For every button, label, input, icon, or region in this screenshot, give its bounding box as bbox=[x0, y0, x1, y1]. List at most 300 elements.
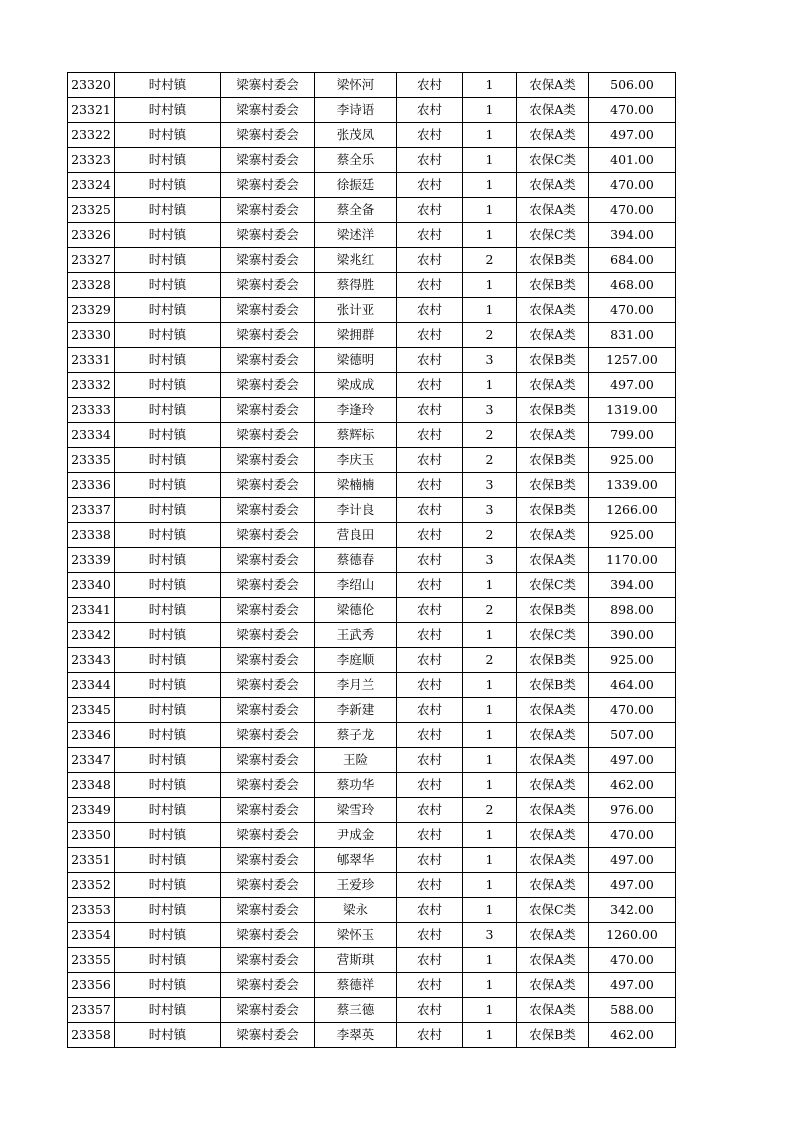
village-cell: 梁寨村委会 bbox=[221, 148, 315, 173]
village-cell: 梁寨村委会 bbox=[221, 773, 315, 798]
name-cell: 蔡德春 bbox=[315, 548, 397, 573]
household-type-cell: 农村 bbox=[397, 548, 463, 573]
household-type-cell: 农村 bbox=[397, 623, 463, 648]
category-cell: 农保A类 bbox=[517, 198, 589, 223]
record-id-cell: 23325 bbox=[68, 198, 115, 223]
town-cell: 时村镇 bbox=[115, 173, 221, 198]
town-cell: 时村镇 bbox=[115, 848, 221, 873]
town-cell: 时村镇 bbox=[115, 498, 221, 523]
name-cell: 李诗语 bbox=[315, 98, 397, 123]
record-id-cell: 23351 bbox=[68, 848, 115, 873]
category-cell: 农保B类 bbox=[517, 273, 589, 298]
household-type-cell: 农村 bbox=[397, 73, 463, 98]
household-type-cell: 农村 bbox=[397, 998, 463, 1023]
category-cell: 农保A类 bbox=[517, 948, 589, 973]
amount-cell: 470.00 bbox=[589, 98, 676, 123]
record-id-cell: 23333 bbox=[68, 398, 115, 423]
category-cell: 农保A类 bbox=[517, 998, 589, 1023]
amount-cell: 470.00 bbox=[589, 823, 676, 848]
table-row bbox=[68, 148, 676, 173]
household-type-cell: 农村 bbox=[397, 648, 463, 673]
record-id-cell: 23342 bbox=[68, 623, 115, 648]
name-cell: 李绍山 bbox=[315, 573, 397, 598]
record-id-cell: 23345 bbox=[68, 698, 115, 723]
record-id-cell: 23335 bbox=[68, 448, 115, 473]
member-count-cell: 1 bbox=[463, 723, 517, 748]
table-row bbox=[68, 773, 676, 798]
table-row bbox=[68, 898, 676, 923]
village-cell: 梁寨村委会 bbox=[221, 648, 315, 673]
member-count-cell: 1 bbox=[463, 373, 517, 398]
household-type-cell: 农村 bbox=[397, 598, 463, 623]
member-count-cell: 3 bbox=[463, 498, 517, 523]
member-count-cell: 1 bbox=[463, 73, 517, 98]
record-id-cell: 23357 bbox=[68, 998, 115, 1023]
town-cell: 时村镇 bbox=[115, 423, 221, 448]
name-cell: 徐振廷 bbox=[315, 173, 397, 198]
amount-cell: 470.00 bbox=[589, 173, 676, 198]
table-row bbox=[68, 623, 676, 648]
village-cell: 梁寨村委会 bbox=[221, 798, 315, 823]
amount-cell: 898.00 bbox=[589, 598, 676, 623]
table-row bbox=[68, 223, 676, 248]
village-cell: 梁寨村委会 bbox=[221, 498, 315, 523]
town-cell: 时村镇 bbox=[115, 98, 221, 123]
member-count-cell: 2 bbox=[463, 323, 517, 348]
village-cell: 梁寨村委会 bbox=[221, 673, 315, 698]
category-cell: 农保B类 bbox=[517, 598, 589, 623]
member-count-cell: 1 bbox=[463, 698, 517, 723]
town-cell: 时村镇 bbox=[115, 623, 221, 648]
member-count-cell: 1 bbox=[463, 273, 517, 298]
record-id-cell: 23326 bbox=[68, 223, 115, 248]
village-cell: 梁寨村委会 bbox=[221, 898, 315, 923]
table-row bbox=[68, 923, 676, 948]
amount-cell: 401.00 bbox=[589, 148, 676, 173]
name-cell: 蔡得胜 bbox=[315, 273, 397, 298]
town-cell: 时村镇 bbox=[115, 723, 221, 748]
village-cell: 梁寨村委会 bbox=[221, 973, 315, 998]
name-cell: 郇翠华 bbox=[315, 848, 397, 873]
amount-cell: 925.00 bbox=[589, 448, 676, 473]
village-cell: 梁寨村委会 bbox=[221, 98, 315, 123]
village-cell: 梁寨村委会 bbox=[221, 348, 315, 373]
town-cell: 时村镇 bbox=[115, 123, 221, 148]
record-id-cell: 23339 bbox=[68, 548, 115, 573]
name-cell: 尹成金 bbox=[315, 823, 397, 848]
village-cell: 梁寨村委会 bbox=[221, 473, 315, 498]
amount-cell: 470.00 bbox=[589, 198, 676, 223]
household-type-cell: 农村 bbox=[397, 473, 463, 498]
amount-cell: 462.00 bbox=[589, 1023, 676, 1048]
member-count-cell: 1 bbox=[463, 198, 517, 223]
record-id-cell: 23349 bbox=[68, 798, 115, 823]
household-type-cell: 农村 bbox=[397, 1023, 463, 1048]
town-cell: 时村镇 bbox=[115, 923, 221, 948]
member-count-cell: 1 bbox=[463, 998, 517, 1023]
town-cell: 时村镇 bbox=[115, 373, 221, 398]
village-cell: 梁寨村委会 bbox=[221, 623, 315, 648]
village-cell: 梁寨村委会 bbox=[221, 998, 315, 1023]
household-type-cell: 农村 bbox=[397, 123, 463, 148]
category-cell: 农保B类 bbox=[517, 473, 589, 498]
household-type-cell: 农村 bbox=[397, 373, 463, 398]
village-cell: 梁寨村委会 bbox=[221, 948, 315, 973]
village-cell: 梁寨村委会 bbox=[221, 923, 315, 948]
category-cell: 农保B类 bbox=[517, 648, 589, 673]
record-id-cell: 23343 bbox=[68, 648, 115, 673]
member-count-cell: 2 bbox=[463, 523, 517, 548]
household-type-cell: 农村 bbox=[397, 448, 463, 473]
household-type-cell: 农村 bbox=[397, 873, 463, 898]
table-row bbox=[68, 848, 676, 873]
household-type-cell: 农村 bbox=[397, 398, 463, 423]
amount-cell: 470.00 bbox=[589, 948, 676, 973]
table-row bbox=[68, 723, 676, 748]
village-cell: 梁寨村委会 bbox=[221, 373, 315, 398]
category-cell: 农保A类 bbox=[517, 98, 589, 123]
amount-cell: 925.00 bbox=[589, 523, 676, 548]
category-cell: 农保C类 bbox=[517, 148, 589, 173]
amount-cell: 497.00 bbox=[589, 123, 676, 148]
member-count-cell: 1 bbox=[463, 948, 517, 973]
record-id-cell: 23334 bbox=[68, 423, 115, 448]
category-cell: 农保C类 bbox=[517, 223, 589, 248]
member-count-cell: 1 bbox=[463, 873, 517, 898]
record-id-cell: 23350 bbox=[68, 823, 115, 848]
town-cell: 时村镇 bbox=[115, 698, 221, 723]
town-cell: 时村镇 bbox=[115, 898, 221, 923]
town-cell: 时村镇 bbox=[115, 598, 221, 623]
record-id-cell: 23344 bbox=[68, 673, 115, 698]
name-cell: 梁拥群 bbox=[315, 323, 397, 348]
amount-cell: 1257.00 bbox=[589, 348, 676, 373]
amount-cell: 394.00 bbox=[589, 223, 676, 248]
name-cell: 李新建 bbox=[315, 698, 397, 723]
category-cell: 农保C类 bbox=[517, 623, 589, 648]
village-cell: 梁寨村委会 bbox=[221, 598, 315, 623]
member-count-cell: 3 bbox=[463, 473, 517, 498]
category-cell: 农保C类 bbox=[517, 573, 589, 598]
table-row bbox=[68, 398, 676, 423]
category-cell: 农保A类 bbox=[517, 548, 589, 573]
table-row bbox=[68, 1023, 676, 1048]
name-cell: 李庭顺 bbox=[315, 648, 397, 673]
name-cell: 李翠英 bbox=[315, 1023, 397, 1048]
member-count-cell: 1 bbox=[463, 748, 517, 773]
household-type-cell: 农村 bbox=[397, 573, 463, 598]
village-cell: 梁寨村委会 bbox=[221, 823, 315, 848]
member-count-cell: 1 bbox=[463, 98, 517, 123]
village-cell: 梁寨村委会 bbox=[221, 423, 315, 448]
category-cell: 农保A类 bbox=[517, 523, 589, 548]
town-cell: 时村镇 bbox=[115, 1023, 221, 1048]
category-cell: 农保B类 bbox=[517, 448, 589, 473]
record-id-cell: 23331 bbox=[68, 348, 115, 373]
village-cell: 梁寨村委会 bbox=[221, 748, 315, 773]
name-cell: 营良田 bbox=[315, 523, 397, 548]
table-row bbox=[68, 123, 676, 148]
town-cell: 时村镇 bbox=[115, 473, 221, 498]
category-cell: 农保A类 bbox=[517, 798, 589, 823]
member-count-cell: 1 bbox=[463, 973, 517, 998]
amount-cell: 831.00 bbox=[589, 323, 676, 348]
village-cell: 梁寨村委会 bbox=[221, 273, 315, 298]
table-row bbox=[68, 998, 676, 1023]
record-id-cell: 23336 bbox=[68, 473, 115, 498]
household-type-cell: 农村 bbox=[397, 698, 463, 723]
name-cell: 梁德伦 bbox=[315, 598, 397, 623]
member-count-cell: 1 bbox=[463, 773, 517, 798]
table-row bbox=[68, 548, 676, 573]
category-cell: 农保A类 bbox=[517, 173, 589, 198]
household-type-cell: 农村 bbox=[397, 773, 463, 798]
village-cell: 梁寨村委会 bbox=[221, 398, 315, 423]
table-row bbox=[68, 323, 676, 348]
village-cell: 梁寨村委会 bbox=[221, 723, 315, 748]
name-cell: 梁怀河 bbox=[315, 73, 397, 98]
category-cell: 农保A类 bbox=[517, 423, 589, 448]
table-row bbox=[68, 173, 676, 198]
table-row bbox=[68, 798, 676, 823]
member-count-cell: 3 bbox=[463, 398, 517, 423]
table-row bbox=[68, 673, 676, 698]
household-type-cell: 农村 bbox=[397, 298, 463, 323]
record-id-cell: 23353 bbox=[68, 898, 115, 923]
table-row bbox=[68, 823, 676, 848]
category-cell: 农保B类 bbox=[517, 248, 589, 273]
household-type-cell: 农村 bbox=[397, 198, 463, 223]
name-cell: 梁楠楠 bbox=[315, 473, 397, 498]
town-cell: 时村镇 bbox=[115, 198, 221, 223]
category-cell: 农保A类 bbox=[517, 823, 589, 848]
household-type-cell: 农村 bbox=[397, 848, 463, 873]
household-type-cell: 农村 bbox=[397, 898, 463, 923]
name-cell: 梁成成 bbox=[315, 373, 397, 398]
village-cell: 梁寨村委会 bbox=[221, 248, 315, 273]
record-id-cell: 23337 bbox=[68, 498, 115, 523]
record-id-cell: 23329 bbox=[68, 298, 115, 323]
record-id-cell: 23346 bbox=[68, 723, 115, 748]
record-id-cell: 23332 bbox=[68, 373, 115, 398]
name-cell: 蔡辉标 bbox=[315, 423, 397, 448]
household-type-cell: 农村 bbox=[397, 323, 463, 348]
table-row bbox=[68, 748, 676, 773]
village-cell: 梁寨村委会 bbox=[221, 523, 315, 548]
member-count-cell: 2 bbox=[463, 798, 517, 823]
town-cell: 时村镇 bbox=[115, 523, 221, 548]
town-cell: 时村镇 bbox=[115, 398, 221, 423]
town-cell: 时村镇 bbox=[115, 648, 221, 673]
town-cell: 时村镇 bbox=[115, 948, 221, 973]
town-cell: 时村镇 bbox=[115, 273, 221, 298]
amount-cell: 462.00 bbox=[589, 773, 676, 798]
roster-table bbox=[67, 72, 676, 1048]
amount-cell: 470.00 bbox=[589, 698, 676, 723]
name-cell: 梁永 bbox=[315, 898, 397, 923]
table-row bbox=[68, 98, 676, 123]
table-row bbox=[68, 573, 676, 598]
village-cell: 梁寨村委会 bbox=[221, 698, 315, 723]
household-type-cell: 农村 bbox=[397, 823, 463, 848]
name-cell: 梁怀玉 bbox=[315, 923, 397, 948]
household-type-cell: 农村 bbox=[397, 273, 463, 298]
household-type-cell: 农村 bbox=[397, 973, 463, 998]
member-count-cell: 1 bbox=[463, 898, 517, 923]
town-cell: 时村镇 bbox=[115, 798, 221, 823]
category-cell: 农保B类 bbox=[517, 673, 589, 698]
record-id-cell: 23330 bbox=[68, 323, 115, 348]
record-id-cell: 23347 bbox=[68, 748, 115, 773]
member-count-cell: 2 bbox=[463, 248, 517, 273]
amount-cell: 470.00 bbox=[589, 298, 676, 323]
name-cell: 蔡三德 bbox=[315, 998, 397, 1023]
village-cell: 梁寨村委会 bbox=[221, 173, 315, 198]
name-cell: 张计亚 bbox=[315, 298, 397, 323]
member-count-cell: 1 bbox=[463, 848, 517, 873]
member-count-cell: 1 bbox=[463, 298, 517, 323]
name-cell: 梁述洋 bbox=[315, 223, 397, 248]
amount-cell: 1266.00 bbox=[589, 498, 676, 523]
record-id-cell: 23355 bbox=[68, 948, 115, 973]
amount-cell: 497.00 bbox=[589, 973, 676, 998]
amount-cell: 497.00 bbox=[589, 748, 676, 773]
town-cell: 时村镇 bbox=[115, 323, 221, 348]
town-cell: 时村镇 bbox=[115, 773, 221, 798]
record-id-cell: 23328 bbox=[68, 273, 115, 298]
name-cell: 蔡德祥 bbox=[315, 973, 397, 998]
member-count-cell: 1 bbox=[463, 123, 517, 148]
record-id-cell: 23323 bbox=[68, 148, 115, 173]
member-count-cell: 2 bbox=[463, 448, 517, 473]
record-id-cell: 23320 bbox=[68, 73, 115, 98]
name-cell: 李月兰 bbox=[315, 673, 397, 698]
amount-cell: 468.00 bbox=[589, 273, 676, 298]
town-cell: 时村镇 bbox=[115, 973, 221, 998]
household-type-cell: 农村 bbox=[397, 173, 463, 198]
name-cell: 李庆玉 bbox=[315, 448, 397, 473]
record-id-cell: 23352 bbox=[68, 873, 115, 898]
table-row bbox=[68, 273, 676, 298]
village-cell: 梁寨村委会 bbox=[221, 123, 315, 148]
household-type-cell: 农村 bbox=[397, 748, 463, 773]
member-count-cell: 2 bbox=[463, 648, 517, 673]
member-count-cell: 3 bbox=[463, 923, 517, 948]
member-count-cell: 1 bbox=[463, 223, 517, 248]
amount-cell: 1170.00 bbox=[589, 548, 676, 573]
table-row bbox=[68, 73, 676, 98]
household-type-cell: 农村 bbox=[397, 498, 463, 523]
category-cell: 农保B类 bbox=[517, 1023, 589, 1048]
record-id-cell: 23324 bbox=[68, 173, 115, 198]
amount-cell: 497.00 bbox=[589, 873, 676, 898]
amount-cell: 394.00 bbox=[589, 573, 676, 598]
member-count-cell: 1 bbox=[463, 148, 517, 173]
category-cell: 农保A类 bbox=[517, 298, 589, 323]
member-count-cell: 1 bbox=[463, 573, 517, 598]
household-type-cell: 农村 bbox=[397, 673, 463, 698]
table-row bbox=[68, 423, 676, 448]
town-cell: 时村镇 bbox=[115, 148, 221, 173]
table-row bbox=[68, 373, 676, 398]
amount-cell: 507.00 bbox=[589, 723, 676, 748]
category-cell: 农保A类 bbox=[517, 73, 589, 98]
name-cell: 李逢玲 bbox=[315, 398, 397, 423]
town-cell: 时村镇 bbox=[115, 73, 221, 98]
table-row bbox=[68, 348, 676, 373]
name-cell: 梁德明 bbox=[315, 348, 397, 373]
household-type-cell: 农村 bbox=[397, 723, 463, 748]
amount-cell: 925.00 bbox=[589, 648, 676, 673]
village-cell: 梁寨村委会 bbox=[221, 73, 315, 98]
household-type-cell: 农村 bbox=[397, 423, 463, 448]
amount-cell: 497.00 bbox=[589, 848, 676, 873]
category-cell: 农保A类 bbox=[517, 748, 589, 773]
record-id-cell: 23358 bbox=[68, 1023, 115, 1048]
amount-cell: 464.00 bbox=[589, 673, 676, 698]
member-count-cell: 2 bbox=[463, 598, 517, 623]
record-id-cell: 23338 bbox=[68, 523, 115, 548]
category-cell: 农保A类 bbox=[517, 723, 589, 748]
category-cell: 农保C类 bbox=[517, 898, 589, 923]
name-cell: 王武秀 bbox=[315, 623, 397, 648]
name-cell: 营斯琪 bbox=[315, 948, 397, 973]
category-cell: 农保A类 bbox=[517, 773, 589, 798]
town-cell: 时村镇 bbox=[115, 873, 221, 898]
record-id-cell: 23327 bbox=[68, 248, 115, 273]
name-cell: 李计良 bbox=[315, 498, 397, 523]
record-id-cell: 23348 bbox=[68, 773, 115, 798]
village-cell: 梁寨村委会 bbox=[221, 573, 315, 598]
table-row bbox=[68, 248, 676, 273]
town-cell: 时村镇 bbox=[115, 448, 221, 473]
town-cell: 时村镇 bbox=[115, 748, 221, 773]
household-type-cell: 农村 bbox=[397, 798, 463, 823]
household-type-cell: 农村 bbox=[397, 98, 463, 123]
amount-cell: 1319.00 bbox=[589, 398, 676, 423]
town-cell: 时村镇 bbox=[115, 223, 221, 248]
category-cell: 农保A类 bbox=[517, 123, 589, 148]
table-row bbox=[68, 198, 676, 223]
amount-cell: 342.00 bbox=[589, 898, 676, 923]
town-cell: 时村镇 bbox=[115, 823, 221, 848]
category-cell: 农保A类 bbox=[517, 373, 589, 398]
household-type-cell: 农村 bbox=[397, 223, 463, 248]
amount-cell: 1339.00 bbox=[589, 473, 676, 498]
category-cell: 农保B类 bbox=[517, 398, 589, 423]
name-cell: 梁雪玲 bbox=[315, 798, 397, 823]
village-cell: 梁寨村委会 bbox=[221, 323, 315, 348]
member-count-cell: 3 bbox=[463, 348, 517, 373]
member-count-cell: 1 bbox=[463, 1023, 517, 1048]
table-row bbox=[68, 523, 676, 548]
member-count-cell: 1 bbox=[463, 623, 517, 648]
category-cell: 农保A类 bbox=[517, 323, 589, 348]
table-row bbox=[68, 698, 676, 723]
member-count-cell: 2 bbox=[463, 423, 517, 448]
amount-cell: 684.00 bbox=[589, 248, 676, 273]
town-cell: 时村镇 bbox=[115, 998, 221, 1023]
roster-body bbox=[68, 73, 676, 1048]
category-cell: 农保A类 bbox=[517, 923, 589, 948]
household-type-cell: 农村 bbox=[397, 348, 463, 373]
town-cell: 时村镇 bbox=[115, 248, 221, 273]
household-type-cell: 农村 bbox=[397, 148, 463, 173]
table-row bbox=[68, 298, 676, 323]
table-row bbox=[68, 448, 676, 473]
village-cell: 梁寨村委会 bbox=[221, 198, 315, 223]
amount-cell: 390.00 bbox=[589, 623, 676, 648]
